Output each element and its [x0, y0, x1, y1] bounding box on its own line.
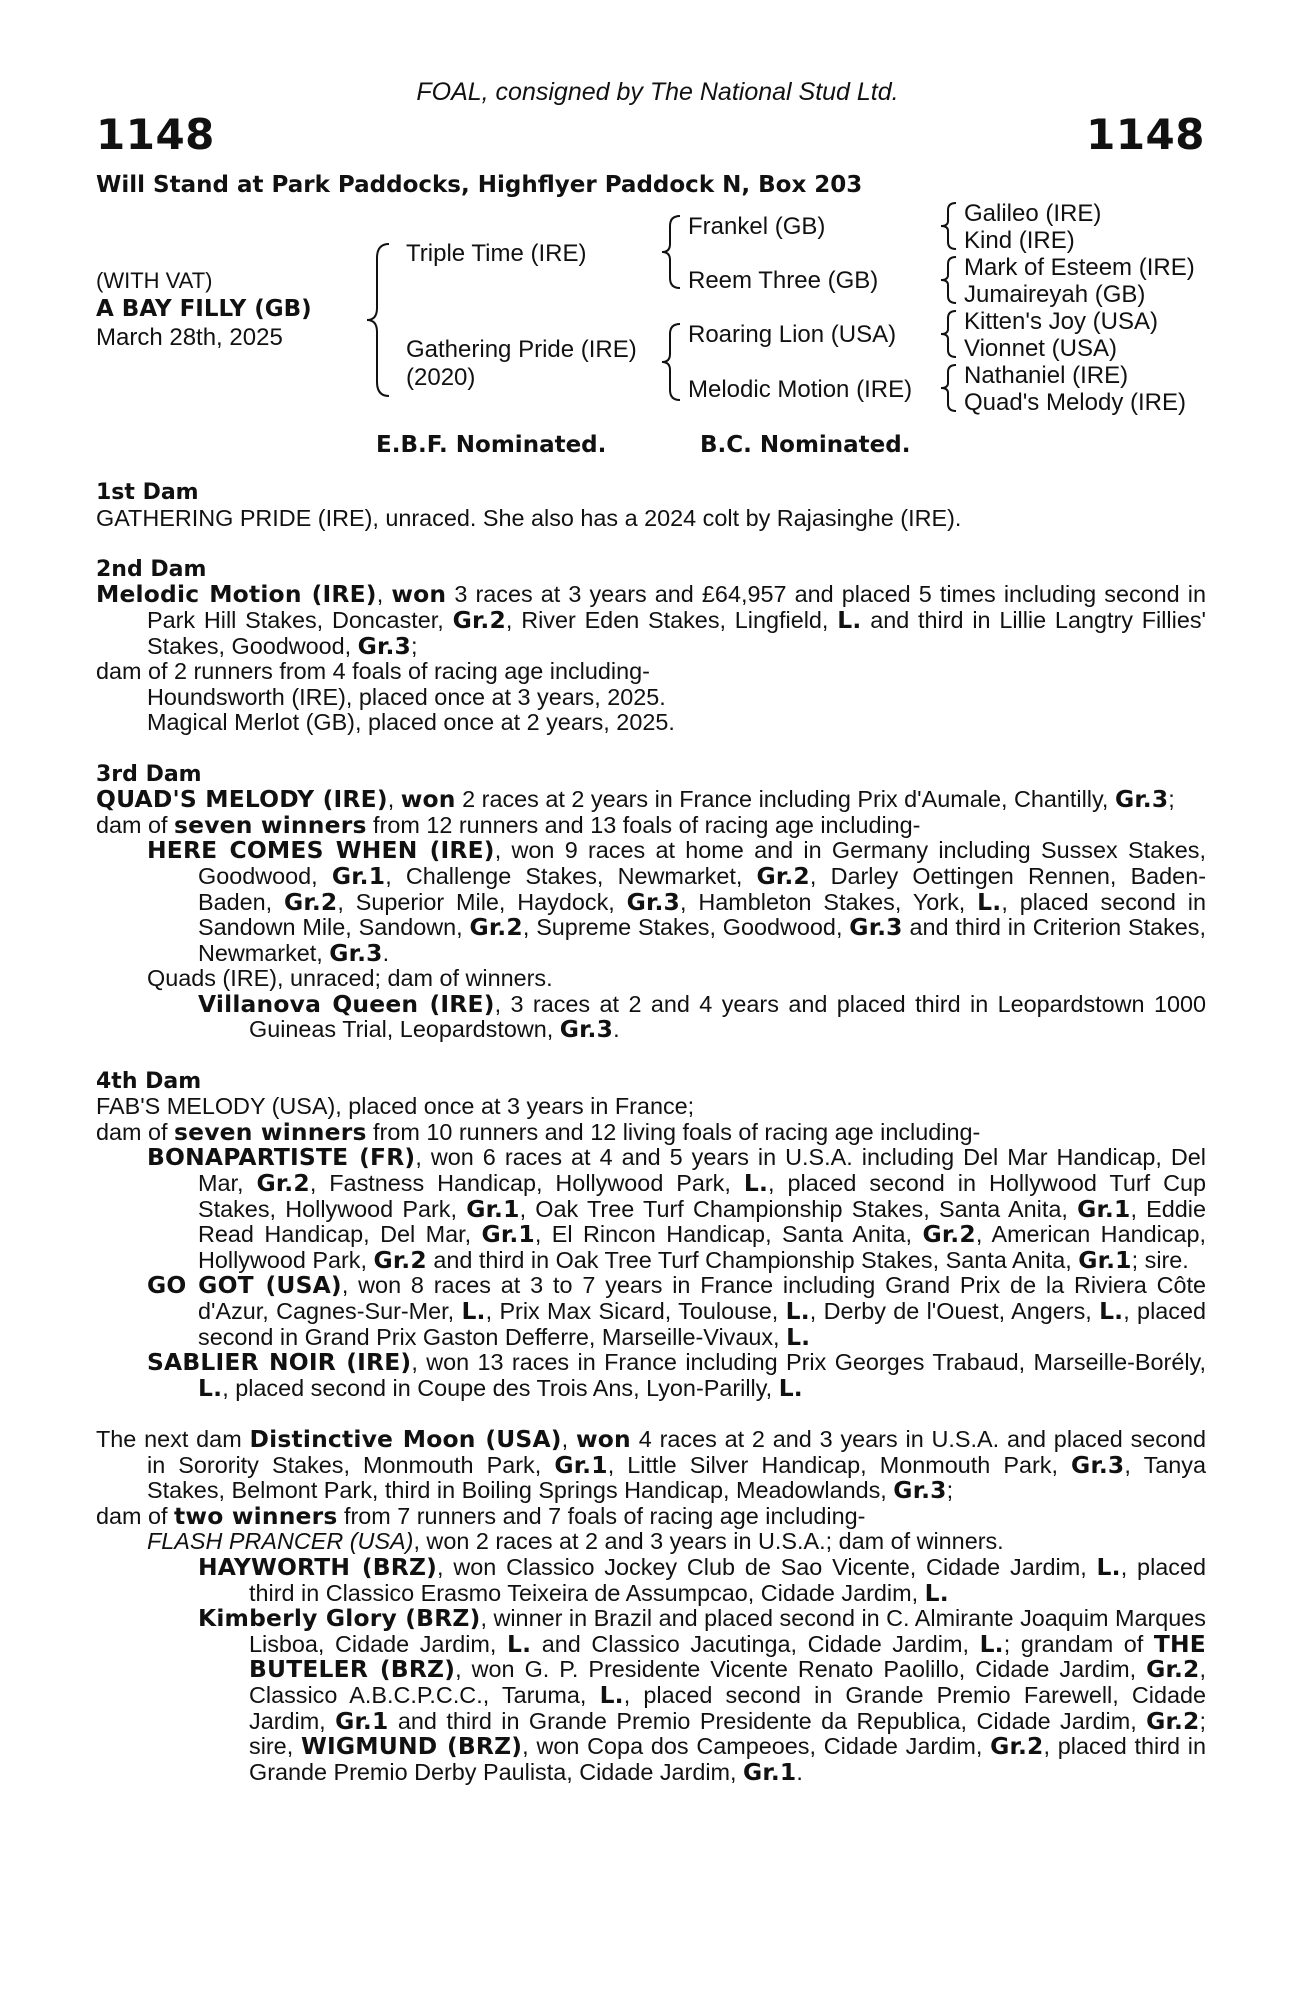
bold-highlight: WIGMUND (BRZ) [300, 1732, 523, 1761]
pedigree-entry: Melodic Motion (IRE), won 3 races at 3 years and £64,957 and placed 5 times including second in Park Hill Stakes, Doncaster, Gr.2, River Eden Stakes, Lingfield, L. and third in Lillie Langtry Fillies' Stakes, Goodwood, Gr.3; [96, 580, 1207, 660]
bold-highlight: Gr.2 [373, 1245, 427, 1274]
pedigree-entry: Houndsworth (IRE), placed once at 3 years, 2025. [147, 683, 666, 710]
brace-dam-sire [365, 240, 395, 400]
brace-sire-parents [660, 212, 684, 292]
bold-highlight: Gr.3 [559, 1015, 614, 1044]
ebf-nomination: E.B.F. Nominated. [376, 432, 607, 458]
lot-number-left: 1148 [96, 110, 215, 159]
horse-name: A BAY FILLY (GB) [96, 296, 312, 322]
section-heading: 4th Dam [96, 1068, 202, 1094]
pedigree-entry: HERE COMES WHEN (IRE), won 9 races at home and in Germany including Sussex Stakes, Goodwood, Gr.1, Challenge Stakes, Newmarket, Gr.2, Darley Oettingen Rennen, Baden-Baden, Gr.2, Superior Mile, Haydock, Gr.3, Hambleton Stakes, York, L., placed second in Sandown Mile, Sandown, Gr.2, Supreme Stakes, Goodwood, Gr.3 and third in Criterion Stakes, Newmarket, Gr.3. [147, 836, 1207, 967]
section-spacer [96, 1043, 1206, 1069]
pedigree-entry: QUAD'S MELODY (IRE), won 2 races at 2 years in France including Prix d'Aumale, Chantilly, Gr.3; [96, 785, 1175, 814]
bold-highlight: QUAD'S MELODY (IRE) [96, 785, 388, 814]
ggsire-5: Kitten's Joy (USA) [964, 308, 1158, 335]
section-spacer [96, 736, 1206, 762]
bold-highlight: Gr.3 [1114, 785, 1169, 814]
bold-highlight: Gr.1 [554, 1450, 608, 1479]
bold-highlight: Gr.2 [990, 1732, 1044, 1761]
ggdam-8: Quad's Melody (IRE) [964, 389, 1186, 416]
bold-highlight: Gr.2 [256, 1169, 310, 1198]
dam-name: Gathering Pride (IRE) [406, 336, 637, 363]
dam-sire: Roaring Lion (USA) [688, 321, 897, 348]
bold-highlight: Gr.1 [743, 1757, 797, 1786]
pedigree-notes [96, 480, 1206, 1785]
section-spacer [96, 531, 1206, 557]
ggsire-3: Mark of Esteem (IRE) [964, 254, 1195, 281]
bold-highlight: Gr.2 [452, 605, 506, 634]
pedigree-entry: SABLIER NOIR (IRE), won 13 races in France including Prix Georges Trabaud, Marseille-Borély, L., placed second in Coupe des Trois Ans, Lyon-Parilly, L. [147, 1348, 1206, 1402]
pedigree-entry: Villanova Queen (IRE), 3 races at 2 and 4 years and placed third in Leopardstown 1000 Guineas Trial, Leopardstown, Gr.3. [198, 989, 1207, 1044]
bold-highlight: Kimberly Glory (BRZ) [198, 1604, 481, 1633]
bold-highlight: won [391, 580, 447, 609]
bold-highlight: Gr.2 [756, 861, 810, 890]
bold-highlight: seven winners [174, 810, 367, 839]
vat-note: (WITH VAT) [96, 268, 213, 293]
bold-highlight: L. [507, 1629, 532, 1658]
ggdam-6: Vionnet (USA) [964, 335, 1117, 362]
ggdam-4: Jumaireyah (GB) [964, 281, 1146, 308]
bold-highlight: BONAPARTISTE (FR) [147, 1143, 416, 1172]
bold-highlight: Distinctive Moon (USA) [249, 1424, 562, 1453]
bold-highlight: two winners [174, 1501, 338, 1530]
brace-g78 [938, 362, 960, 414]
bold-highlight: Gr.2 [1146, 1706, 1200, 1735]
bold-highlight: Gr.2 [284, 887, 338, 916]
bold-highlight: Gr.3 [626, 887, 681, 916]
bold-highlight: L. [198, 1373, 223, 1402]
bold-highlight: Villanova Queen (IRE) [198, 989, 495, 1018]
bold-highlight: Gr.1 [335, 1706, 389, 1735]
pedigree-entry: Kimberly Glory (BRZ), winner in Brazil and placed second in C. Almirante Joaquim Marques Lisboa, Cidade Jardim, L. and Classico Jacutinga, Cidade Jardim, L.; grandam of THE BUTELER (BRZ), won G. P. Presidente Vicente Renato Paolillo, Cidade Jardim, Gr.2, Classico A.B.C.P.C.C., Taruma, L., placed second in Grande Premio Farewell, Cidade Jardim, Gr.1 and third in Grande Premio Presidente da Republica, Cidade Jardim, Gr.2; sire, WIGMUND (BRZ), won Copa dos Campeoes, Cidade Jardim, Gr.2, placed third in Grande Premio Derby Paulista, Cidade Jardim, Gr.1. [198, 1604, 1207, 1786]
bold-highlight: L. [785, 1297, 810, 1325]
pedigree-entry: dam of two winners from 7 runners and 7 foals of racing age including- [96, 1501, 866, 1530]
bold-highlight: Gr.3 [893, 1476, 947, 1505]
bold-highlight: seven winners [174, 1117, 367, 1146]
pedigree-entry: GATHERING PRIDE (IRE), unraced. She also has a 2024 colt by Rajasinghe (IRE). [96, 504, 962, 531]
dam-year: (2020) [406, 364, 476, 391]
bold-highlight: Gr.1 [481, 1220, 535, 1249]
bold-highlight: L. [977, 887, 1002, 916]
bold-highlight: L. [599, 1680, 624, 1709]
pedigree-entry: GO GOT (USA), won 8 races at 3 to 7 years in France including Grand Prix de la Riviera Côte d'Azur, Cagnes-Sur-Mer, L., Prix Max Sicard, Toulouse, L., Derby de l'Ouest, Angers, L., placed second in Grand Prix Gaston Defferre, Marseille-Vivaux, L. [147, 1271, 1206, 1351]
pedigree-entry: FLASH PRANCER (USA), won 2 races at 2 and 3 years in U.S.A.; dam of winners. [147, 1528, 1004, 1555]
brace-dam-parents [660, 320, 684, 404]
dam-dam: Melodic Motion (IRE) [688, 376, 913, 403]
bold-highlight: L. [778, 1373, 803, 1402]
section-heading: 2nd Dam [96, 556, 207, 582]
bold-highlight: Gr.1 [1077, 1194, 1131, 1223]
ggsire-1: Galileo (IRE) [964, 200, 1102, 227]
bold-highlight: Gr.3 [1071, 1450, 1125, 1479]
pedigree-entry: The next dam Distinctive Moon (USA), won 4 races at 2 and 3 years in U.S.A. and placed second in Sorority Stakes, Monmouth Park, Gr.1, Little Silver Handicap, Monmouth Park, Gr.3, Tanya Stakes, Belmont Park, third in Boiling Springs Handicap, Meadowlands, Gr.3; [96, 1424, 1206, 1505]
bold-highlight: Gr.2 [1146, 1655, 1200, 1684]
bc-nomination: B.C. Nominated. [700, 432, 911, 458]
brace-g12 [938, 200, 960, 252]
pedigree-entry: dam of seven winners from 10 runners and 12 living foals of racing age including- [96, 1117, 981, 1146]
bold-highlight: L. [461, 1297, 486, 1325]
bold-highlight: won [575, 1424, 631, 1453]
bold-highlight: L. [743, 1169, 769, 1198]
sire-dam: Reem Three (GB) [688, 267, 879, 294]
bold-highlight: L. [837, 605, 862, 634]
bold-highlight: L. [979, 1629, 1004, 1658]
bold-highlight: won [400, 785, 456, 814]
brace-g56 [938, 308, 960, 360]
bold-highlight: L. [924, 1578, 949, 1607]
bold-highlight: Gr.3 [329, 938, 383, 967]
pedigree-entry: BONAPARTISTE (FR), won 6 races at 4 and 5 years in U.S.A. including Del Mar Handicap, Del Mar, Gr.2, Fastness Handicap, Hollywood Park, L., placed second in Hollywood Turf Cup Stakes, Hollywood Park, Gr.1, Oak Tree Turf Championship Stakes, Santa Anita, Gr.1, Eddie Read Handicap, Del Mar, Gr.1, El Rincon Handicap, Santa Anita, Gr.2, American Handicap, Hollywood Park, Gr.2 and third in Oak Tree Turf Championship Stakes, Santa Anita, Gr.1; sire. [147, 1143, 1207, 1274]
italic-name: FLASH PRANCER (USA) [147, 1528, 414, 1555]
bold-highlight: Gr.2 [469, 913, 523, 942]
bold-highlight: Gr.3 [357, 631, 412, 660]
pedigree-entry: dam of seven winners from 12 runners and 13 foals of racing age including- [96, 810, 921, 839]
bold-highlight: GO GOT (USA) [147, 1271, 342, 1300]
bold-highlight: Gr.1 [466, 1194, 520, 1223]
sire-name: Triple Time (IRE) [406, 240, 587, 267]
foaling-date: March 28th, 2025 [96, 324, 283, 351]
pedigree-entry: Quads (IRE), unraced; dam of winners. [147, 965, 553, 992]
bold-highlight: HERE COMES WHEN (IRE) [147, 836, 495, 865]
ggsire-7: Nathaniel (IRE) [964, 362, 1129, 389]
consignor-line: FOAL, consigned by The National Stud Ltd. [416, 78, 899, 106]
pedigree-entry: HAYWORTH (BRZ), won Classico Jockey Club de Sao Vicente, Cidade Jardim, L., placed third in Classico Erasmo Teixeira de Assumpcao, Cidade Jardim, L. [198, 1552, 1206, 1607]
bold-highlight: Melodic Motion (IRE) [96, 580, 377, 609]
bold-highlight: Gr.1 [1078, 1245, 1132, 1274]
section-heading: 1st Dam [96, 480, 199, 505]
section-heading: 3rd Dam [96, 761, 202, 787]
section-spacer [96, 1401, 1206, 1427]
bold-highlight: Gr.3 [849, 913, 903, 942]
bold-highlight: L. [1099, 1297, 1124, 1325]
pedigree-entry: Magical Merlot (GB), placed once at 2 years, 2025. [147, 709, 675, 736]
brace-g34 [938, 254, 960, 306]
lot-number-right: 1148 [1086, 110, 1205, 159]
pedigree-entry: dam of 2 runners from 4 foals of racing age including- [96, 658, 650, 685]
sire-sire: Frankel (GB) [688, 213, 826, 240]
bold-highlight: Gr.1 [331, 861, 386, 890]
bold-highlight: L. [1096, 1552, 1121, 1581]
bold-highlight: HAYWORTH (BRZ) [198, 1552, 438, 1581]
bold-highlight: SABLIER NOIR (IRE) [147, 1348, 412, 1377]
bold-highlight: THE BUTELER (BRZ) [249, 1629, 1206, 1684]
stand-location: Will Stand at Park Paddocks, Highflyer Paddock N, Box 203 [96, 172, 863, 198]
bold-highlight: L. [786, 1322, 811, 1351]
pedigree-entry: FAB'S MELODY (USA), placed once at 3 years in France; [96, 1093, 695, 1120]
ggdam-2: Kind (IRE) [964, 227, 1075, 254]
bold-highlight: Gr.2 [922, 1220, 976, 1249]
